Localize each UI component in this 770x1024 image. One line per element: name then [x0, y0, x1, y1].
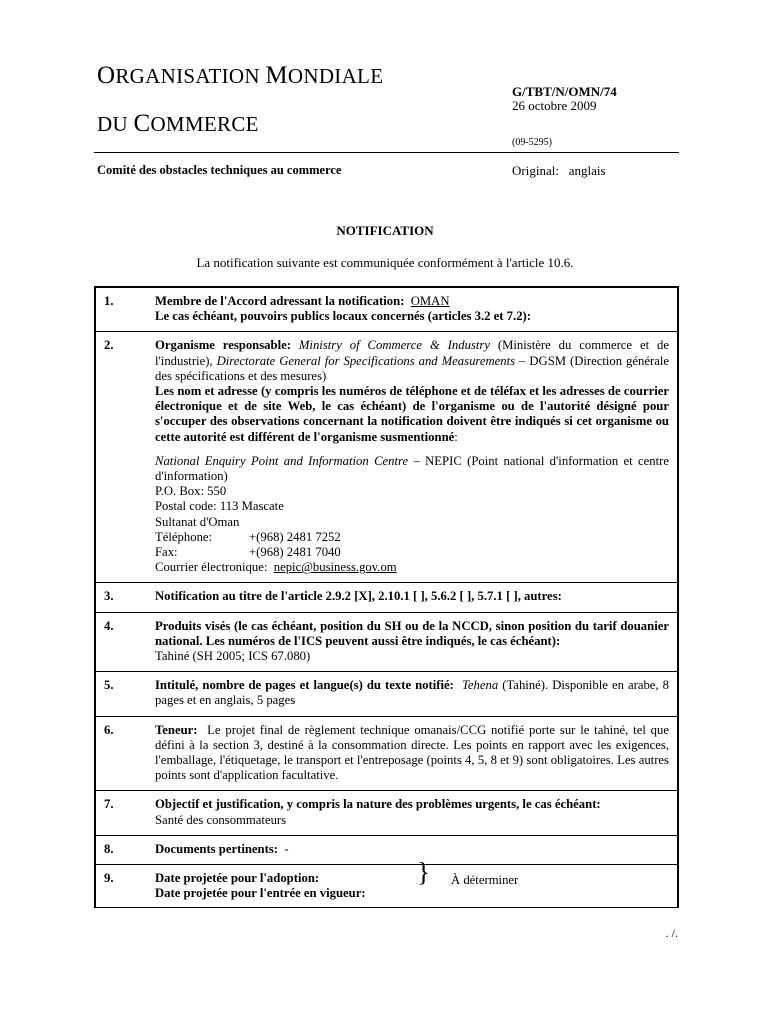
postal-code: Postal code: 113 Mascate — [155, 499, 284, 514]
phone-value: +(968) 2481 7252 — [249, 529, 341, 544]
item-label: Les nom et adresse (y compris les numéros de téléphone et de téléfax et les adresses de courrier électronique et de site Web, le cas échéant) de l'organisme ou de l'autorité désigné pour s'occuper des observations concernant la notification doivent être indiqués si cet organisme ou cette autorité est différent de l'organisme susmentionné — [155, 384, 669, 444]
item-body — [147, 332, 678, 583]
dates-block — [155, 857, 669, 901]
item-number: 9. — [95, 865, 147, 909]
item-body — [147, 791, 678, 835]
member-value: OMAN — [410, 294, 450, 308]
table-row — [95, 332, 678, 583]
enquiry-point-english: National Enquiry Point and Information Centre — [155, 453, 409, 468]
item-label: Intitulé, nombre de pages et langue(s) du texte notifié: — [155, 678, 454, 693]
email-link[interactable]: nepic@business.gov.om — [273, 560, 397, 575]
item-body — [147, 857, 678, 909]
org-initial: C — [133, 110, 151, 137]
table-bottom-rule — [94, 907, 679, 908]
table-row — [95, 791, 678, 835]
table-row — [95, 835, 678, 864]
document-number: (09-5295) — [512, 137, 552, 148]
original-language — [512, 163, 606, 179]
table-row — [95, 583, 678, 612]
enquiry-point-french: – NEPIC (Point national d'information et centre d'information) — [155, 453, 669, 484]
item-value: Le projet final de règlement technique omanais/CCG notifié porte sur le tahiné, tel que défini à la section 3, destiné à la consommation directe. Les points en rapport avec les exigences, l'emballage, l'étiquetage, le transport et l'entreposage (points 4, 5, 8 et 9) sont obligatoires. Les autres points sont d'application facultative. — [155, 722, 669, 783]
org-text: ONDIALE — [287, 64, 384, 88]
table-row — [95, 716, 678, 791]
item-body — [147, 672, 678, 716]
entry-into-force-label: Date projetée pour l'entrée en vigueur: — [155, 886, 366, 901]
country: Sultanat d'Oman — [155, 514, 240, 529]
colon: : — [454, 429, 458, 444]
directorate-french: – DGSM (Direction générale des spécifications et des mesures) — [155, 353, 670, 383]
table-row — [95, 612, 678, 672]
item-label: Produits visés (le cas échéant, position du SH ou de la NCCD, sinon position du tarif douanier national. Les numéros de l'ICS peuvent aussi être indiqués, le cas échéant): — [155, 618, 669, 648]
item-value: Santé des consommateurs — [155, 812, 287, 827]
notification-table — [94, 286, 679, 908]
title-italic: Tehena — [461, 678, 499, 693]
fax-value: +(968) 2481 7040 — [249, 545, 341, 560]
committee-name: Comité des obstacles techniques au commerce — [97, 163, 342, 177]
table-row — [95, 865, 678, 909]
org-english: Ministry of Commerce & Industry — [298, 338, 490, 353]
table-row — [95, 287, 678, 332]
table-row — [95, 672, 678, 716]
org-name-line1 — [97, 62, 383, 90]
item-label: Documents pertinents: — [155, 841, 278, 856]
item-number: 1. — [95, 287, 147, 332]
intro-text: La notification suivante est communiquée conformément à l'article 10.6. — [196, 255, 574, 270]
item-number: 6. — [95, 716, 147, 791]
item-label: Le cas échéant, pouvoirs publics locaux concernés (articles 3.2 et 7.2): — [155, 309, 531, 324]
item-label: Objectif et justification, y compris la nature des problèmes urgents, le cas échéant: — [155, 797, 601, 812]
adoption-date-label: Date projetée pour l'adoption: — [155, 871, 320, 886]
dates-value: À déterminer — [451, 873, 519, 888]
header-rule — [94, 152, 679, 153]
org-text: DU — [97, 112, 134, 136]
org-initial: O — [97, 62, 116, 89]
document-symbol: G/TBT/N/OMN/74 — [512, 84, 617, 99]
continuation-mark: . /. — [665, 926, 678, 940]
fax-label: Fax: — [155, 545, 178, 560]
po-box: P.O. Box: 550 — [155, 484, 227, 499]
item-body — [147, 287, 678, 332]
email-label: Courrier électronique: — [155, 560, 268, 575]
item-number: 4. — [95, 612, 147, 672]
brace-glyph: } — [417, 857, 430, 888]
item-number: 5. — [95, 672, 147, 716]
item-number: 7. — [95, 791, 147, 835]
phone-label: Téléphone: — [155, 529, 213, 544]
document-date: 26 octobre 2009 — [512, 98, 597, 113]
item-label: Membre de l'Accord adressant la notification: — [155, 294, 405, 308]
original-label: Original: — [512, 163, 559, 178]
item-number: 8. — [95, 835, 147, 864]
item-body: Notification au titre de l'article 2.9.2 [X], 2.10.1 [ ], 5.6.2 [ ], 5.7.1 [ ], autres: — [147, 583, 678, 612]
item-value: Tahiné (SH 2005; ICS 67.080) — [155, 649, 311, 664]
item-value: (Tahiné). Disponible en arabe, 8 pages et en anglais, 5 pages — [155, 678, 669, 708]
item-number: 2. — [95, 332, 147, 583]
item-value: - — [284, 841, 289, 856]
item-body — [147, 835, 678, 864]
org-initial: M — [265, 62, 288, 89]
org-text: RGANISATION — [115, 64, 266, 88]
item-number: 3. — [95, 583, 147, 612]
page-title: NOTIFICATION — [336, 223, 434, 238]
org-text: OMMERCE — [150, 112, 259, 136]
item-body — [147, 612, 678, 672]
item-label: Teneur: — [155, 722, 198, 737]
item-body — [147, 716, 678, 791]
org-french: (Ministère du commerce et de l'industrie), — [155, 338, 669, 368]
original-value: anglais — [568, 163, 606, 178]
org-name-line2 — [97, 110, 259, 138]
item-label: Organisme responsable: — [155, 338, 291, 353]
directorate-english: Directorate General for Specifications and Measurements — [216, 353, 516, 368]
